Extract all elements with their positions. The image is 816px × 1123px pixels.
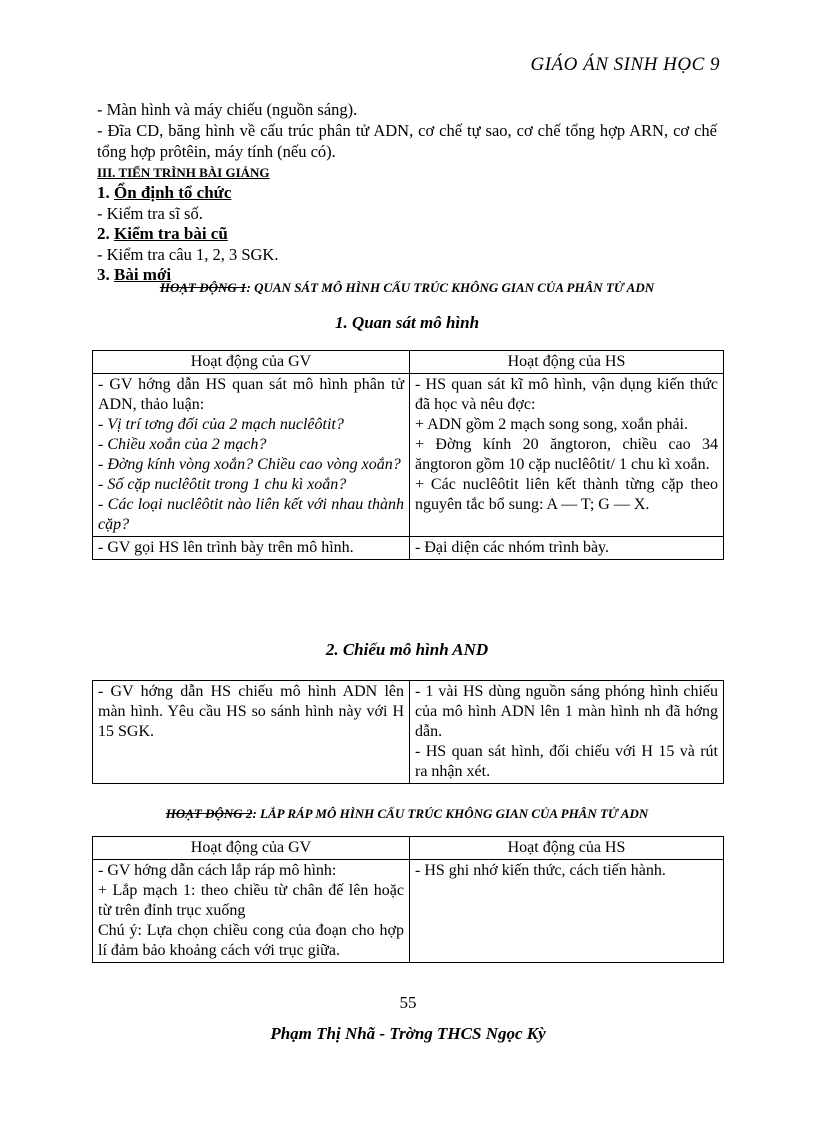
header-hs: Hoạt động của HS [410,837,724,860]
subtitle-1: 1. Quan sát mô hình [334,313,480,332]
section-line: - Kiểm tra sĩ số. [97,204,203,223]
table-header-row [93,351,724,374]
table-row [93,860,724,963]
cell-hs [410,374,724,537]
cell-gv [93,374,410,537]
gv-question: - Các loại nuclêôtit nào liên kết với nhau thành cặp? [98,496,404,533]
cell-gv: - GV gọi HS lên trình bày trên mô hình. [93,537,410,560]
activity-label: HOẠT ĐỘNG 2 [165,806,253,821]
section-title: Bài mới [114,265,172,284]
intro-line: - Đĩa CD, băng hình về cấu trúc phân tử ADN, cơ chế tự sao, cơ chế tổng hợp ARN, cơ chế tổng hợp prôtêin, máy tính (nếu có). [97,121,717,161]
cell-gv: - GV hớng dẫn HS chiếu mô hình ADN lên màn hình. Yêu cầu HS so sánh hình này với H 15 SGK. [93,681,410,784]
section-num: 1. [97,183,110,202]
intro-block [97,99,717,162]
page-header: GIÁO ÁN SINH HỌC 9 [530,54,720,75]
subtitle-2: 2. Chiếu mô hình AND [325,640,489,659]
section-title: Ổn định tổ chức [114,183,232,202]
cell-hs: - Đại diện các nhóm trình bày. [410,537,724,560]
hs-line: + ADN gồm 2 mạch song song, xoắn phải. [415,416,688,433]
gv-line: - GV hớng dẫn cách lắp ráp mô hình: [98,862,337,879]
activity-text: : QUAN SÁT MÔ HÌNH CẤU TRÚC KHÔNG GIAN CỦA PHÂN TỬ ADN [246,280,655,295]
header-gv: Hoạt động của GV [93,351,410,374]
header-hs: Hoạt động của HS [410,351,724,374]
activity-label: HOẠT ĐỘNG 1 [159,280,247,295]
activity-text: : LẮP RÁP MÔ HÌNH CẤU TRÚC KHÔNG GIAN CỦA PHÂN TỬ ADN [252,806,649,821]
page-footer: Phạm Thị Nhã - Trờng THCS Ngọc Kỳ [270,1024,546,1043]
section-num: 3. [97,265,110,284]
section-line: - Kiểm tra câu 1, 2, 3 SGK. [97,245,279,264]
table-row [93,374,724,537]
cell-hs [410,681,724,784]
activity-2-heading [97,806,717,821]
table-3 [92,836,724,963]
cell-hs: - HS ghi nhớ kiến thức, cách tiến hành. [410,860,724,963]
section-num: 2. [97,224,110,243]
header-gv: Hoạt động của GV [93,837,410,860]
section-heading-2 [97,224,717,244]
table-1 [92,350,724,560]
cell-gv [93,860,410,963]
page-number: 55 [399,993,417,1012]
hs-line: + Đờng kính 20 ăngtoron, chiều cao 34 ăngtoron gồm 10 cặp nuclêôtit/ 1 chu kì xoắn. [415,436,718,473]
gv-question: - Vị trí tơng đối của 2 mạch nuclêôtit? [98,416,344,433]
hs-line: + Các nuclêôtit liên kết thành từng cặp theo nguyên tắc bổ sung: A — T; G — X. [415,476,718,513]
section-title: Kiểm tra bài cũ [114,224,228,243]
section-heading-iii: III. TIẾN TRÌNH BÀI GIẢNG [97,165,270,180]
intro-line: - Màn hình và máy chiếu (nguồn sáng). [97,100,358,119]
gv-line: + Lắp mạch 1: theo chiều từ chân đế lên hoặc từ trên đỉnh trục xuống [98,882,404,919]
section-heading-1 [97,183,717,203]
gv-intro: - GV hớng dẫn HS quan sát mô hình phân tử ADN, thảo luận: [98,376,404,413]
process-section [97,162,717,285]
gv-question: - Chiều xoắn của 2 mạch? [98,436,267,453]
table-header-row [93,837,724,860]
activity-1-heading [97,280,717,295]
table-row [93,681,724,784]
table-row [93,537,724,560]
hs-line: - HS quan sát kĩ mô hình, vận dụng kiến thức đã học và nêu đợc: [415,376,718,413]
gv-question: - Số cặp nuclêôtit trong 1 chu kì xoắn? [98,476,347,493]
hs-line: - 1 vài HS dùng nguồn sáng phóng hình chiếu của mô hình ADN lên 1 màn hình nh đã hớng dẫn. [415,683,718,740]
hs-line: - HS quan sát hình, đối chiếu với H 15 và rút ra nhận xét. [415,743,718,780]
table-2 [92,680,724,784]
gv-question: - Đờng kính vòng xoắn? Chiều cao vòng xoắn? [98,456,401,473]
gv-line: Chú ý: Lựa chọn chiều cong của đoạn cho hợp lí đảm bảo khoảng cách với trục giữa. [98,922,404,959]
